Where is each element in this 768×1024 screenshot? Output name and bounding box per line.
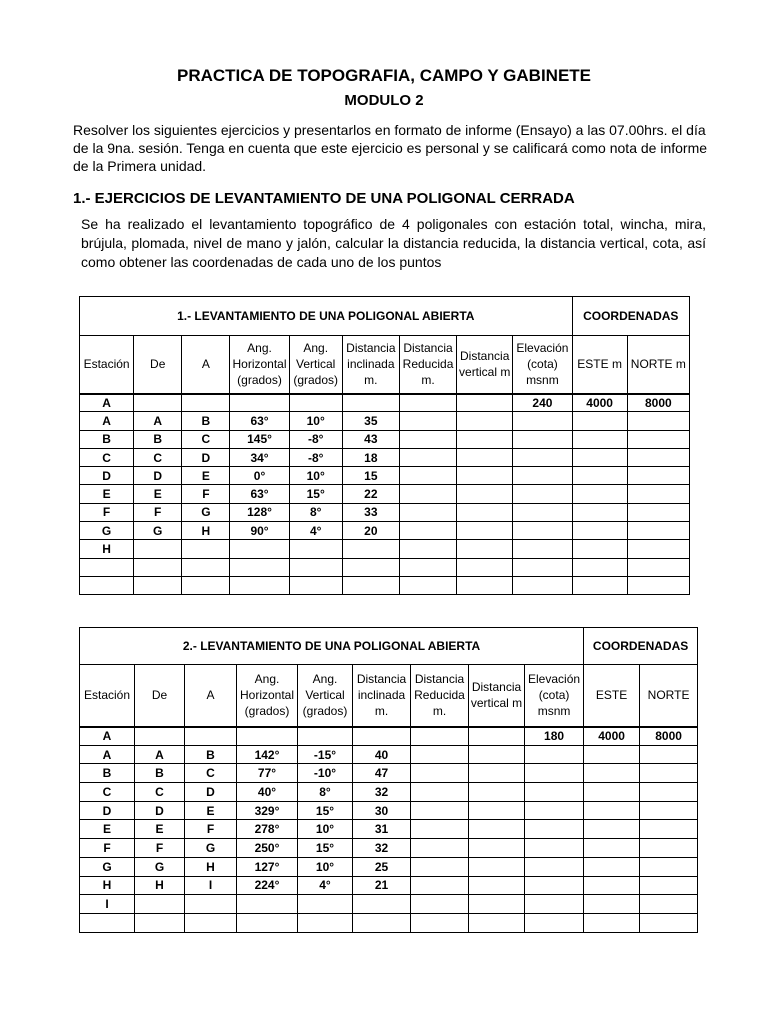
table-cell (80, 558, 134, 576)
table-cell (627, 522, 689, 540)
table-cell (627, 558, 689, 576)
table-cell (289, 576, 342, 594)
table-cell (399, 394, 456, 412)
table-cell (185, 913, 237, 932)
table-row (80, 783, 698, 802)
table-cell (182, 558, 230, 576)
table-row (80, 895, 698, 914)
table-cell (469, 783, 525, 802)
table-cell: 8000 (627, 394, 689, 412)
table-cell (399, 430, 456, 448)
table-cell (525, 876, 584, 895)
table-row (80, 503, 690, 521)
table-cell: H (80, 876, 135, 895)
survey-table-2 (79, 627, 698, 933)
table-cell: 127° (237, 857, 298, 876)
table-cell: 10° (298, 820, 353, 839)
table-cell (182, 394, 230, 412)
table-cell: 43 (342, 430, 399, 448)
table-cell (457, 394, 513, 412)
table-cell (584, 745, 640, 764)
table-cell (584, 801, 640, 820)
table-cell (135, 913, 185, 932)
table-cell (584, 820, 640, 839)
table-cell (399, 485, 456, 503)
table-cell: 90° (230, 522, 289, 540)
table-cell (411, 764, 469, 783)
table-cell (399, 540, 456, 558)
table-cell (572, 448, 627, 466)
table-cell: 47 (353, 764, 411, 783)
table-cell (185, 727, 237, 746)
table-cell (457, 558, 513, 576)
table-cell (457, 448, 513, 466)
table-cell: 22 (342, 485, 399, 503)
table-cell: 128° (230, 503, 289, 521)
table-cell (289, 558, 342, 576)
col-dist-inclinada: Distancia inclinada m. (353, 665, 411, 727)
table-cell (237, 895, 298, 914)
col-este: ESTE m (572, 336, 627, 394)
intro-paragraph: Resolver los siguientes ejercicios y presentarlos en formato de informe (Ensayo) a las 07.00hrs. el día de la 9na. sesión. Tenga en cuenta que este ejercicio es personal y se calificará como nota de informe de la Primera unidad. (73, 122, 708, 174)
table-cell: 0° (230, 467, 289, 485)
table-cell: 20 (342, 522, 399, 540)
table-cell: D (80, 801, 135, 820)
table-cell (640, 913, 698, 932)
table-cell (627, 430, 689, 448)
col-ang-vertical: Ang. Vertical (grados) (289, 336, 342, 394)
table-cell (411, 820, 469, 839)
table-cell: 32 (353, 783, 411, 802)
table-cell (469, 745, 525, 764)
table-cell: C (182, 430, 230, 448)
table-cell (399, 448, 456, 466)
table-cell: B (80, 764, 135, 783)
table-cell (640, 764, 698, 783)
table-cell (640, 839, 698, 858)
table-cell: E (185, 801, 237, 820)
table-cell: 63° (230, 412, 289, 430)
section-heading: 1.- EJERCICIOS DE LEVANTAMIENTO DE UNA POLIGONAL CERRADA (73, 190, 575, 207)
table-cell (353, 727, 411, 746)
table-cell (399, 558, 456, 576)
table-cell: 240 (513, 394, 572, 412)
table-cell (525, 783, 584, 802)
table-cell: -8° (289, 448, 342, 466)
table-cell: D (80, 467, 134, 485)
table-cell (513, 412, 572, 430)
table-cell (185, 895, 237, 914)
col-a: A (185, 665, 237, 727)
table-cell (353, 895, 411, 914)
table-cell (525, 913, 584, 932)
table-row (80, 839, 698, 858)
table-cell: 77° (237, 764, 298, 783)
table-1-coordinates-title: COORDENADAS (572, 297, 689, 336)
table-cell (399, 576, 456, 594)
table-cell (584, 857, 640, 876)
table-cell (640, 857, 698, 876)
table-cell (513, 558, 572, 576)
table-cell (525, 801, 584, 820)
table-cell: A (80, 394, 134, 412)
table-cell: 31 (353, 820, 411, 839)
table-cell: I (80, 895, 135, 914)
table-cell: B (80, 430, 134, 448)
table-cell: C (80, 783, 135, 802)
table-row (80, 522, 690, 540)
table-cell (469, 913, 525, 932)
col-dist-reducida: Distancia Reducida m. (411, 665, 469, 727)
table-cell (627, 576, 689, 594)
table-cell: F (185, 820, 237, 839)
table-cell: F (80, 503, 134, 521)
table-cell: A (134, 412, 182, 430)
col-dist-vertical: Distancia vertical m (457, 336, 513, 394)
table-cell (411, 727, 469, 746)
table-cell: 8° (298, 783, 353, 802)
table-cell (572, 576, 627, 594)
table-cell: E (182, 467, 230, 485)
table-cell (584, 839, 640, 858)
table-cell: B (182, 412, 230, 430)
table-cell (513, 485, 572, 503)
table-cell (525, 895, 584, 914)
table-cell (525, 820, 584, 839)
table-cell (80, 576, 134, 594)
table-cell (399, 503, 456, 521)
table-cell: E (135, 820, 185, 839)
table-row (80, 576, 690, 594)
col-de: De (135, 665, 185, 727)
table-cell (457, 412, 513, 430)
table-cell: H (182, 522, 230, 540)
table-cell (457, 430, 513, 448)
table-cell (469, 764, 525, 783)
table-cell (572, 412, 627, 430)
table-cell (525, 745, 584, 764)
col-ang-vertical: Ang. Vertical (grados) (298, 665, 353, 727)
table-cell (469, 820, 525, 839)
table-cell: 10° (289, 467, 342, 485)
table-cell (513, 467, 572, 485)
table-cell (135, 727, 185, 746)
table-cell (399, 412, 456, 430)
table-cell (411, 876, 469, 895)
table-cell (298, 913, 353, 932)
table-cell: -10° (298, 764, 353, 783)
table-cell (572, 503, 627, 521)
table-cell (457, 522, 513, 540)
table-cell: B (185, 745, 237, 764)
table-cell (584, 764, 640, 783)
col-de: De (134, 336, 182, 394)
table-cell (513, 430, 572, 448)
table-cell: -8° (289, 430, 342, 448)
table-cell (237, 727, 298, 746)
table-cell (134, 576, 182, 594)
table-row (80, 857, 698, 876)
col-elevacion: Elevación (cota) msnm (513, 336, 572, 394)
table-cell (237, 913, 298, 932)
table-cell: 329° (237, 801, 298, 820)
table-row (80, 412, 690, 430)
table-cell: 250° (237, 839, 298, 858)
table-cell (572, 558, 627, 576)
document-subtitle: MODULO 2 (344, 92, 424, 109)
table-cell: A (135, 745, 185, 764)
table-row (80, 764, 698, 783)
table-cell (353, 913, 411, 932)
table-cell: H (135, 876, 185, 895)
table-cell (627, 503, 689, 521)
table-cell (525, 764, 584, 783)
col-este: ESTE (584, 665, 640, 727)
table-cell (411, 783, 469, 802)
table-cell (469, 839, 525, 858)
table-cell (411, 801, 469, 820)
table-cell: F (182, 485, 230, 503)
document-title: PRACTICA DE TOPOGRAFIA, CAMPO Y GABINETE (176, 66, 592, 85)
table-cell: 180 (525, 727, 584, 746)
table-cell (230, 558, 289, 576)
table-cell (584, 783, 640, 802)
table-cell (342, 394, 399, 412)
table-cell (572, 540, 627, 558)
table-cell: 33 (342, 503, 399, 521)
table-cell: G (134, 522, 182, 540)
table-row (80, 727, 698, 746)
table-cell (640, 820, 698, 839)
table-cell: 40° (237, 783, 298, 802)
table-row (80, 467, 690, 485)
table-cell (230, 540, 289, 558)
table-cell: E (134, 485, 182, 503)
table-cell: C (80, 448, 134, 466)
table-cell: E (80, 485, 134, 503)
table-cell (411, 745, 469, 764)
table-cell: I (185, 876, 237, 895)
table-cell (342, 576, 399, 594)
table-cell: 10° (289, 412, 342, 430)
table-cell: 25 (353, 857, 411, 876)
table-cell: 32 (353, 839, 411, 858)
table-cell (640, 895, 698, 914)
table-cell: C (135, 783, 185, 802)
table-cell (513, 522, 572, 540)
table-cell (289, 540, 342, 558)
table-row (80, 876, 698, 895)
table-cell (525, 857, 584, 876)
table-row (80, 394, 690, 412)
table-cell (572, 485, 627, 503)
table-cell (640, 801, 698, 820)
table-cell (134, 540, 182, 558)
table-cell: A (80, 412, 134, 430)
table-cell: 278° (237, 820, 298, 839)
table-cell (135, 895, 185, 914)
table-cell (627, 485, 689, 503)
table-cell: F (80, 839, 135, 858)
table-cell: 4000 (572, 394, 627, 412)
table-cell: D (182, 448, 230, 466)
table-cell: A (80, 745, 135, 764)
table-cell: 40 (353, 745, 411, 764)
table-2-coordinates-title: COORDENADAS (584, 628, 698, 665)
col-estacion: Estación (80, 336, 134, 394)
table-cell (572, 467, 627, 485)
table-cell: H (185, 857, 237, 876)
table-cell (411, 895, 469, 914)
table-row (80, 745, 698, 764)
table-cell: G (182, 503, 230, 521)
table-cell (399, 467, 456, 485)
table-row (80, 801, 698, 820)
table-cell: 4° (298, 876, 353, 895)
table-cell: 21 (353, 876, 411, 895)
table-cell (457, 467, 513, 485)
table-cell (513, 540, 572, 558)
table-1-body (80, 394, 690, 595)
table-cell: 142° (237, 745, 298, 764)
table-row (80, 820, 698, 839)
table-cell: 15° (289, 485, 342, 503)
table-cell (457, 576, 513, 594)
table-2-body (80, 727, 698, 933)
col-dist-vertical: Distancia vertical m (469, 665, 525, 727)
table-cell (640, 783, 698, 802)
table-cell (584, 895, 640, 914)
col-ang-horizontal: Ang. Horizontal (grados) (237, 665, 298, 727)
table-cell: 4000 (584, 727, 640, 746)
table-cell: 8000 (640, 727, 698, 746)
table-cell (469, 876, 525, 895)
table-row (80, 540, 690, 558)
table-row (80, 558, 690, 576)
table-cell (584, 876, 640, 895)
table-cell (513, 448, 572, 466)
table-cell (584, 913, 640, 932)
table-cell: 18 (342, 448, 399, 466)
table-cell (640, 745, 698, 764)
table-cell (469, 801, 525, 820)
table-2-title: 2.- LEVANTAMIENTO DE UNA POLIGONAL ABIERTA (80, 628, 584, 665)
table-1-title: 1.- LEVANTAMIENTO DE UNA POLIGONAL ABIERTA (80, 297, 573, 336)
table-cell (342, 558, 399, 576)
table-cell (230, 394, 289, 412)
section-description: Se ha realizado el levantamiento topográfico de 4 poligonales con estación total, wincha, mira, brújula, plomada, nivel de mano y jalón, calcular la distancia reducida, la distancia vertical, cota, así como obtener las coordenadas de cada uno de los puntos (81, 216, 706, 270)
table-cell (182, 576, 230, 594)
table-cell (457, 540, 513, 558)
table-cell (572, 430, 627, 448)
table-cell: G (80, 522, 134, 540)
table-cell: A (80, 727, 135, 746)
table-cell (627, 412, 689, 430)
table-cell (469, 895, 525, 914)
table-cell: D (135, 801, 185, 820)
table-cell: B (135, 764, 185, 783)
table-row (80, 913, 698, 932)
table-cell: -15° (298, 745, 353, 764)
table-cell (411, 857, 469, 876)
table-cell (572, 522, 627, 540)
table-cell (411, 839, 469, 858)
table-cell (469, 727, 525, 746)
table-cell: 15° (298, 839, 353, 858)
survey-table-1 (79, 296, 690, 595)
table-cell: 15° (298, 801, 353, 820)
table-cell (525, 839, 584, 858)
table-cell (513, 503, 572, 521)
table-cell: G (135, 857, 185, 876)
table-cell (342, 540, 399, 558)
table-cell (513, 576, 572, 594)
table-cell: 145° (230, 430, 289, 448)
table-cell: C (185, 764, 237, 783)
table-cell: 4° (289, 522, 342, 540)
col-ang-horizontal: Ang. Horizontal (grados) (230, 336, 289, 394)
table-cell: D (134, 467, 182, 485)
table-row (80, 448, 690, 466)
table-cell (134, 558, 182, 576)
table-cell: B (134, 430, 182, 448)
table-cell (298, 727, 353, 746)
table-cell: F (135, 839, 185, 858)
table-cell (457, 485, 513, 503)
table-cell: H (80, 540, 134, 558)
table-cell: G (185, 839, 237, 858)
table-cell (80, 913, 135, 932)
table-cell: 224° (237, 876, 298, 895)
table-cell: C (134, 448, 182, 466)
col-norte: NORTE m (627, 336, 689, 394)
table-cell (411, 913, 469, 932)
table-cell (469, 857, 525, 876)
table-cell: 15 (342, 467, 399, 485)
col-norte: NORTE (640, 665, 698, 727)
table-cell (182, 540, 230, 558)
col-estacion: Estación (80, 665, 135, 727)
col-dist-reducida: Distancia Reducida m. (399, 336, 456, 394)
table-cell: F (134, 503, 182, 521)
col-dist-inclinada: Distancia inclinada m. (342, 336, 399, 394)
table-cell (627, 467, 689, 485)
table-cell: E (80, 820, 135, 839)
table-cell (230, 576, 289, 594)
table-cell (627, 448, 689, 466)
table-cell: D (185, 783, 237, 802)
table-cell: 8° (289, 503, 342, 521)
table-cell (640, 876, 698, 895)
col-elevacion: Elevación (cota) msnm (525, 665, 584, 727)
table-cell: 34° (230, 448, 289, 466)
table-cell (298, 895, 353, 914)
table-cell (289, 394, 342, 412)
table-cell (457, 503, 513, 521)
table-cell (134, 394, 182, 412)
table-cell (399, 522, 456, 540)
table-row (80, 430, 690, 448)
table-row (80, 485, 690, 503)
table-cell: 63° (230, 485, 289, 503)
table-cell (627, 540, 689, 558)
col-a: A (182, 336, 230, 394)
table-cell: 30 (353, 801, 411, 820)
table-cell: 10° (298, 857, 353, 876)
table-cell: G (80, 857, 135, 876)
table-cell: 35 (342, 412, 399, 430)
